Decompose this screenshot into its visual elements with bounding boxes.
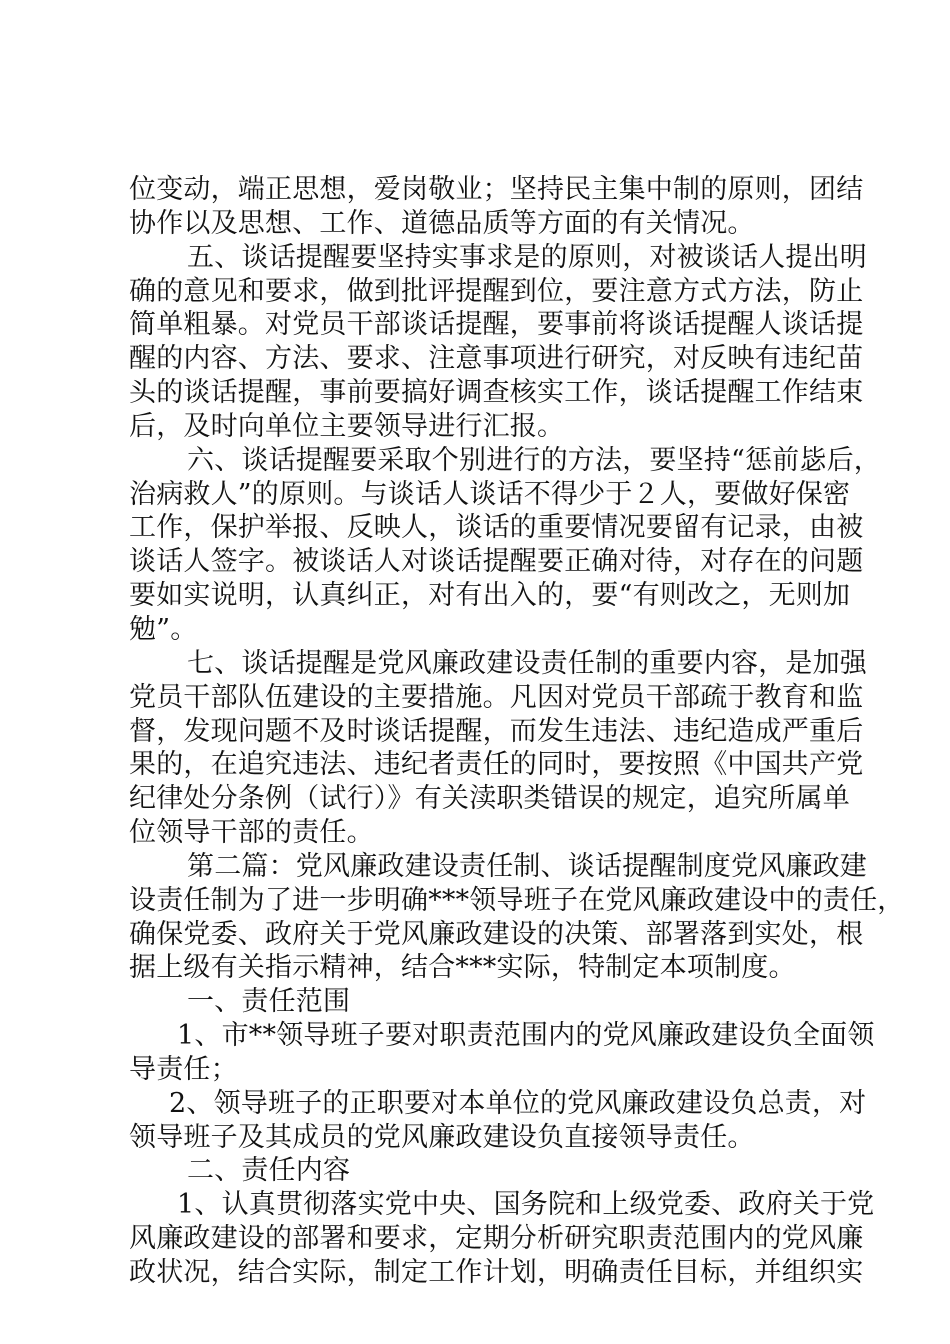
text-line: 五、谈话提醒要坚持实事求是的原则，对被谈话人提出明 bbox=[187, 241, 867, 273]
text-line: 设责任制为了进一步明确***领导班子在党风廉政建设中的责任， bbox=[129, 884, 905, 916]
text-line: 协作以及思想、工作、道德品质等方面的有关情况。 bbox=[129, 207, 755, 239]
text-line: 位领导干部的责任。 bbox=[129, 817, 374, 849]
text-line: 第二篇：党风廉政建设责任制、谈话提醒制度党风廉政建 bbox=[187, 850, 867, 882]
text-line: 政状况，结合实际，制定工作计划，明确责任目标，并组织实 bbox=[129, 1257, 864, 1288]
text-line: 工作，保护举报、反映人，谈话的重要情况要留有记录，由被 bbox=[129, 512, 864, 544]
text-line: 醒的内容、方法、要求、注意事项进行研究，对反映有违纪苗 bbox=[129, 343, 864, 375]
text-line: 1、认真贯彻落实党中央、国务院和上级党委、政府关于党 bbox=[177, 1189, 875, 1221]
text-line: 要如实说明，认真纠正，对有出入的，要“有则改之，无则加 bbox=[129, 580, 851, 612]
text-line: 纪律处分条例（试行）》有关渎职类错误的规定，追究所属单 bbox=[129, 783, 850, 815]
text-line: 风廉政建设的部署和要求，定期分析研究职责范围内的党风廉 bbox=[129, 1223, 864, 1255]
text-line: 确的意见和要求，做到批评提醒到位，要注意方式方法，防止 bbox=[129, 275, 864, 307]
text-line: 领导班子及其成员的党风廉政建设负直接领导责任。 bbox=[129, 1121, 755, 1153]
text-line: 果的，在追究违法、违纪者责任的同时，要按照《中国共产党 bbox=[129, 749, 864, 781]
text-line: 督，发现问题不及时谈话提醒，而发生违法、违纪造成严重后 bbox=[129, 715, 864, 747]
text-line: 位变动，端正思想，爱岗敬业；坚持民主集中制的原则，团结 bbox=[129, 174, 864, 205]
section-heading: 一、责任范围 bbox=[187, 986, 351, 1018]
text-line: 导责任； bbox=[129, 1053, 238, 1085]
text-line: 党员干部队伍建设的主要措施。凡因对党员干部疏于教育和监 bbox=[129, 681, 864, 713]
text-line: 1、市**领导班子要对职责范围内的党风廉政建设负全面领 bbox=[177, 1020, 875, 1052]
text-line: 2、领导班子的正职要对本单位的党风廉政建设负总责，对 bbox=[169, 1087, 867, 1119]
text-line: 简单粗暴。对党员干部谈话提醒，要事前将谈话提醒人谈话提 bbox=[129, 309, 864, 341]
section-heading: 二、责任内容 bbox=[187, 1155, 351, 1187]
document-body bbox=[129, 173, 905, 1290]
text-line: 谈话人签字。被谈话人对谈话提醒要正确对待，对存在的问题 bbox=[129, 546, 864, 578]
text-line: 据上级有关指示精神，结合***实际，特制定本项制度。 bbox=[129, 952, 796, 984]
text-line: 确保党委、政府关于党风廉政建设的决策、部署落到实处，根 bbox=[129, 918, 864, 950]
text-line: 后，及时向单位主要领导进行汇报。 bbox=[129, 410, 565, 442]
text-line: 头的谈话提醒，事前要搞好调查核实工作，谈话提醒工作结束 bbox=[129, 377, 864, 409]
text-line: 勉”。 bbox=[129, 613, 198, 645]
text-line: 六、谈话提醒要采取个别进行的方法，要坚持“惩前毖后， bbox=[187, 444, 882, 476]
text-line: 治病救人”的原则。与谈话人谈话不得少于２人，要做好保密 bbox=[129, 478, 851, 510]
text-line: 七、谈话提醒是党风廉政建设责任制的重要内容，是加强 bbox=[187, 647, 867, 679]
